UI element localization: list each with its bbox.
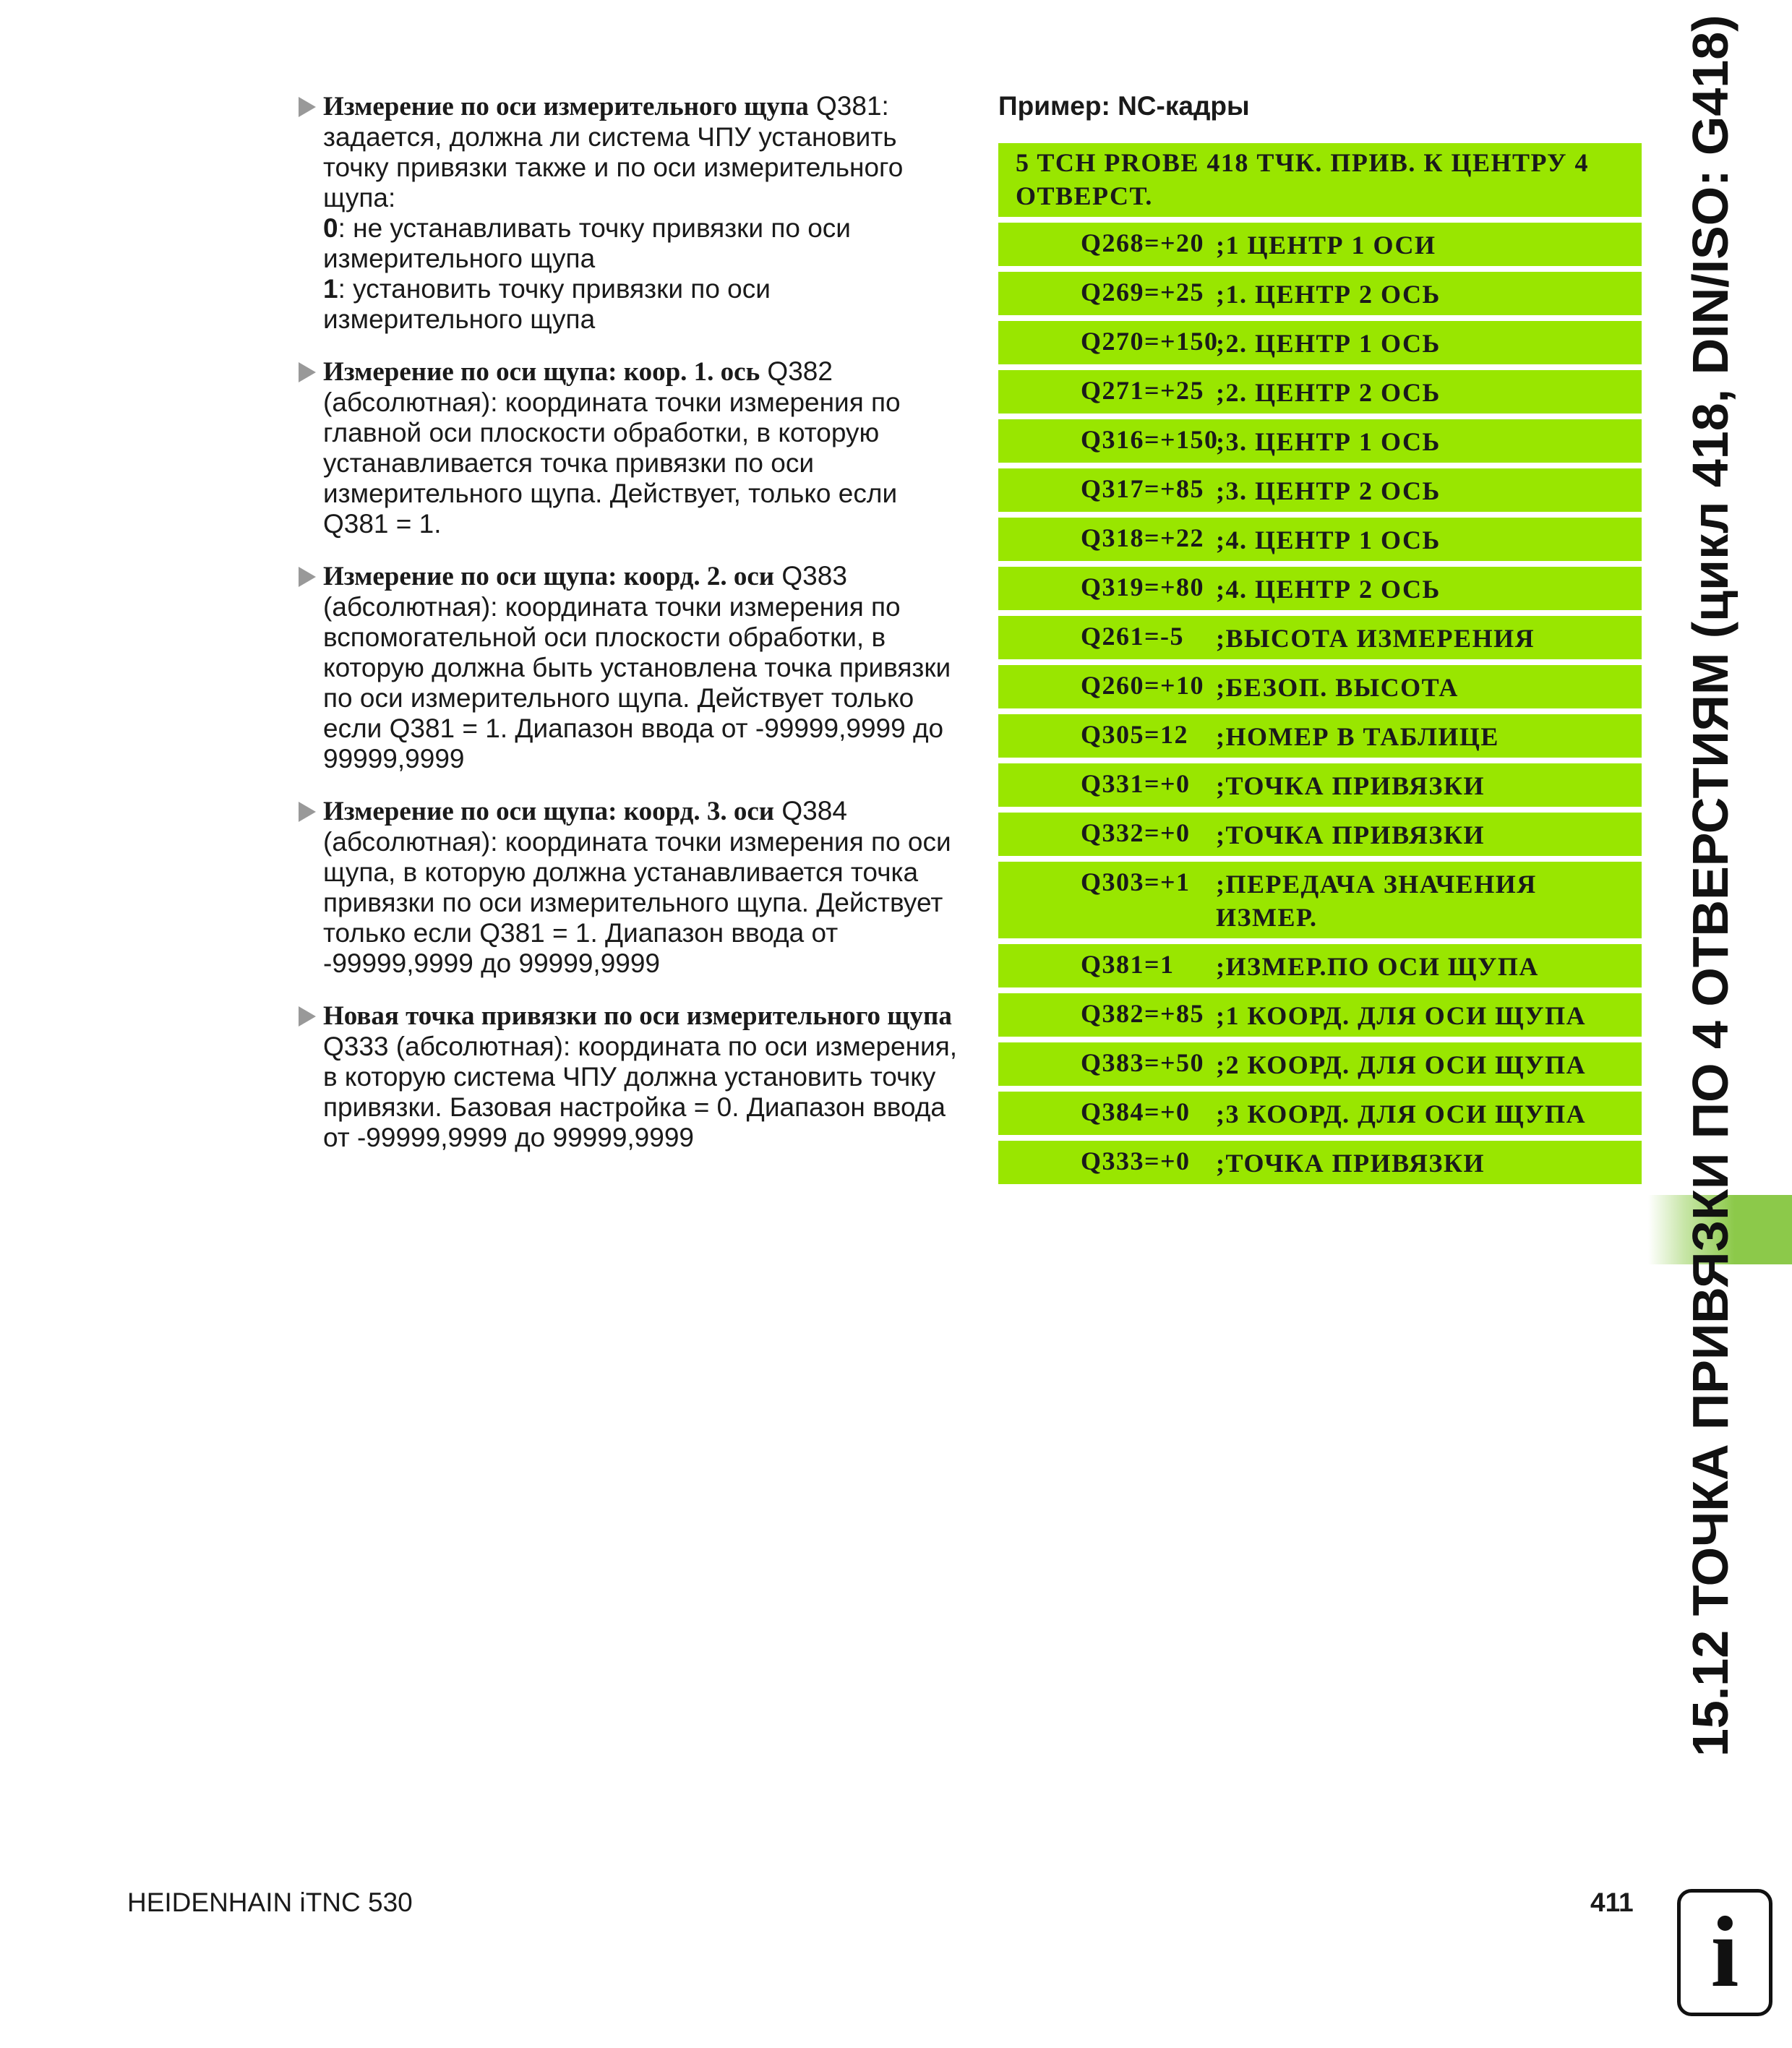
param-item	[296, 1001, 958, 1153]
nc-header-text: 5 TCH PROBE 418 ТЧК. ПРИВ. К ЦЕНТРУ 4 ОТВЕРСТ.	[1016, 148, 1590, 210]
nc-row	[998, 419, 1642, 463]
nc-row	[998, 763, 1642, 807]
nc-comment: ;ИЗМЕР.ПО ОСИ ЩУПА	[1216, 952, 1539, 981]
nc-code: Q318=+22	[1081, 523, 1205, 552]
param-option	[323, 213, 958, 274]
param-name: Измерение по оси щупа: коорд. 3. оси	[323, 797, 775, 826]
nc-code: Q331=+0	[1081, 769, 1191, 798]
nc-code: Q303=+1	[1081, 867, 1191, 896]
param-item	[296, 796, 958, 979]
nc-code: Q305=12	[1081, 720, 1189, 749]
nc-row	[998, 468, 1642, 512]
nc-comment: ;3. ЦЕНТР 1 ОСЬ	[1216, 427, 1441, 456]
nc-code: Q333=+0	[1081, 1147, 1191, 1175]
param-code: Q333	[323, 1032, 389, 1061]
param-sep: :	[881, 91, 889, 121]
nc-row	[998, 1042, 1642, 1086]
option-text: : установить точку привязки по оси измерительного щупа	[323, 274, 771, 334]
nc-row	[998, 714, 1642, 758]
bullet-triangle-icon	[299, 362, 316, 382]
param-description: (абсолютная): координата точки измерения по оси щупа, в которую должна устанавливается точка привязки по оси измерительного щупа. Действует только если Q381 = 1. Диапазон ввода от -99999,9999 до 99999,9999	[323, 827, 951, 978]
bullet-triangle-icon	[299, 802, 316, 822]
param-item	[296, 561, 958, 774]
nc-comment: ;1 ЦЕНТР 1 ОСИ	[1216, 231, 1436, 260]
nc-code: Q383=+50	[1081, 1048, 1205, 1077]
nc-comment: ;4. ЦЕНТР 1 ОСЬ	[1216, 526, 1441, 554]
param-code: Q382	[767, 356, 833, 386]
param-name: Измерение по оси щупа: коорд. 2. оси	[323, 562, 775, 591]
nc-code: Q382=+85	[1081, 999, 1205, 1028]
nc-header-row	[998, 143, 1642, 217]
nc-row	[998, 862, 1642, 938]
param-name: Измерение по оси щупа: коор. 1. ось	[323, 357, 760, 387]
example-title: Пример: NC-кадры	[998, 91, 1250, 121]
param-name: Измерение по оси измерительного щупа	[323, 92, 809, 121]
nc-comment: ;ТОЧКА ПРИВЯЗКИ	[1216, 1149, 1485, 1178]
nc-row	[998, 518, 1642, 561]
param-description: (абсолютная): координата по оси измерения, в которую система ЧПУ должна установить точку привязки. Базовая настройка = 0. Диапазон ввода от -99999,9999 до 99999,9999	[323, 1032, 958, 1152]
bullet-triangle-icon	[299, 1006, 316, 1027]
nc-comment: ;2 КООРД. ДЛЯ ОСИ ЩУПА	[1216, 1050, 1587, 1079]
param-code: Q384	[781, 796, 847, 826]
nc-comment: ;ТОЧКА ПРИВЯЗКИ	[1216, 821, 1485, 849]
option-key: 1	[323, 274, 338, 304]
nc-code: Q269=+25	[1081, 278, 1205, 307]
param-description: задается, должна ли система ЧПУ установить точку привязки также и по оси измерительного щупа:	[323, 122, 904, 213]
nc-block-list	[998, 143, 1642, 1184]
nc-code: Q260=+10	[1081, 671, 1205, 700]
nc-code: Q271=+25	[1081, 376, 1205, 405]
nc-row	[998, 665, 1642, 708]
nc-row	[998, 616, 1642, 659]
nc-code: Q261=-5	[1081, 622, 1185, 651]
param-description: (абсолютная): координата точки измерения по вспомогательной оси плоскости обработки, в которую должна быть установлена точка привязки по оси измерительного щупа. Действует только если Q381 = 1. Диапазон ввода от -99999,9999 до 99999,9999	[323, 592, 951, 774]
nc-code: Q316=+150	[1081, 425, 1219, 454]
footer-product: HEIDENHAIN iTNC 530	[127, 1888, 413, 1917]
option-text: : не устанавливать точку привязки по оси измерительного щупа	[323, 213, 851, 273]
nc-comment: ;БЕЗОП. ВЫСОТА	[1216, 673, 1459, 702]
nc-code: Q332=+0	[1081, 818, 1191, 847]
nc-comment: ;ВЫСОТА ИЗМЕРЕНИЯ	[1216, 624, 1535, 653]
nc-code: Q270=+150	[1081, 327, 1219, 356]
nc-comment: ;1 КООРД. ДЛЯ ОСИ ЩУПА	[1216, 1001, 1587, 1030]
nc-comment: ;НОМЕР В ТАБЛИЦЕ	[1216, 722, 1499, 751]
nc-example	[998, 91, 1642, 1190]
page-number: 411	[1590, 1888, 1634, 1917]
nc-row	[998, 321, 1642, 364]
nc-row	[998, 1092, 1642, 1135]
nc-row	[998, 272, 1642, 315]
param-code: Q383	[781, 561, 847, 591]
nc-code: Q381=1	[1081, 950, 1175, 979]
nc-comment: ;1. ЦЕНТР 2 ОСЬ	[1216, 280, 1441, 309]
option-key: 0	[323, 213, 338, 243]
nc-code: Q268=+20	[1081, 228, 1205, 257]
nc-comment: ;ПЕРЕДАЧА ЗНАЧЕНИЯ ИЗМЕР.	[1216, 870, 1537, 932]
bullet-triangle-icon	[299, 567, 316, 587]
nc-row	[998, 944, 1642, 987]
param-item	[296, 356, 958, 539]
nc-row	[998, 1141, 1642, 1184]
parameter-list	[296, 91, 958, 1175]
param-description: (абсолютная): координата точки измерения по главной оси плоскости обработки, в которую устанавливается точка привязки по оси измерительного щупа. Действует, только если Q381 = 1.	[323, 387, 901, 539]
param-code: Q381	[816, 91, 882, 121]
nc-comment: ;3. ЦЕНТР 2 ОСЬ	[1216, 476, 1441, 505]
nc-row	[998, 993, 1642, 1037]
info-icon: i	[1677, 1889, 1772, 2016]
nc-code: Q317=+85	[1081, 474, 1205, 503]
nc-comment: ;2. ЦЕНТР 1 ОСЬ	[1216, 329, 1441, 358]
nc-comment: ;4. ЦЕНТР 2 ОСЬ	[1216, 575, 1441, 604]
bullet-triangle-icon	[299, 97, 316, 117]
nc-row	[998, 223, 1642, 266]
param-name: Новая точка привязки по оси измерительного щупа	[323, 1001, 952, 1031]
nc-row	[998, 370, 1642, 414]
nc-comment: ;2. ЦЕНТР 2 ОСЬ	[1216, 378, 1441, 407]
section-title: 15.12 ТОЧКА ПРИВЯЗКИ ПО 4 ОТВЕРСТИЯМ (цикл 418, DIN/ISO: G418)	[1682, 14, 1739, 1757]
nc-row	[998, 813, 1642, 856]
nc-code: Q319=+80	[1081, 573, 1205, 601]
nc-row	[998, 567, 1642, 610]
nc-comment: ;3 КООРД. ДЛЯ ОСИ ЩУПА	[1216, 1100, 1587, 1128]
nc-code: Q384=+0	[1081, 1097, 1191, 1126]
nc-comment: ;ТОЧКА ПРИВЯЗКИ	[1216, 771, 1485, 800]
param-item	[296, 91, 958, 335]
param-option	[323, 274, 958, 335]
